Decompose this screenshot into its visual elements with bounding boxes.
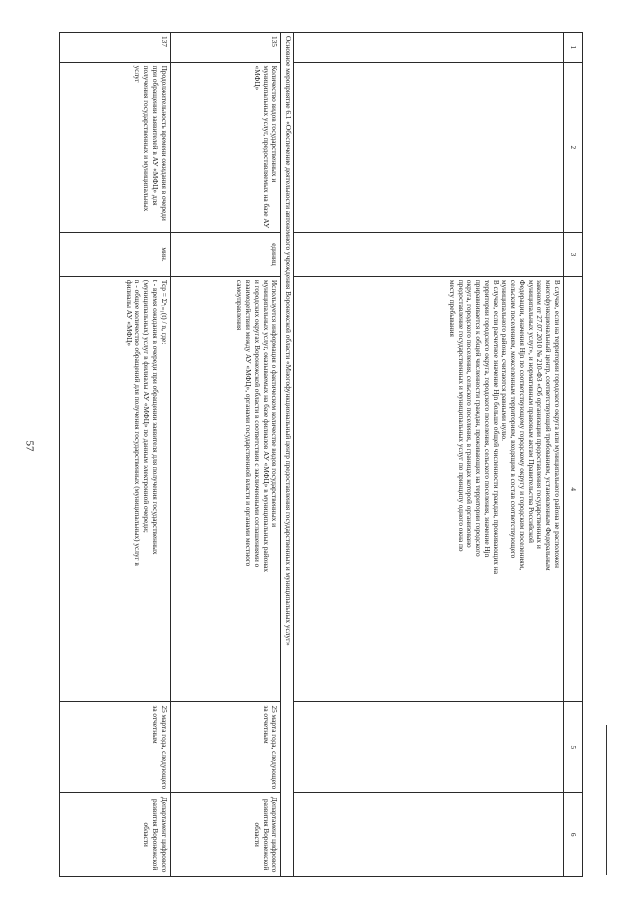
method-text [60, 276, 171, 702]
method-line: самоуправления [235, 279, 245, 331]
continuation-method-text [294, 276, 564, 702]
cell-empty [294, 62, 564, 232]
deadline: 25 марта года, следующего за отчетным [60, 702, 171, 793]
deadline: 25 марта года, следующего за отчетным [170, 702, 281, 793]
continuation-row [294, 33, 564, 877]
method-line: месту пребывания [448, 279, 457, 337]
unit: мин. [60, 233, 171, 277]
header-col-6: 6 [564, 793, 583, 877]
method-line: муниципальных услуг, оказываемых на базе филиалов АУ «МФЦ» в муниципальных районах [261, 279, 271, 573]
header-row [564, 33, 583, 877]
indicator-name: Количество видов государственных и муниципальных услуг, предоставляемых на базе АУ «МФЦ» [170, 62, 281, 232]
header-col-1: 1 [564, 33, 583, 63]
method-line: приравнивается к общей численности граждан, проживающих на территории городского [474, 279, 484, 557]
method-line: В случае, если расчетное значение Hjn больше общей численности граждан, проживающих на [491, 279, 501, 574]
section-row [281, 33, 294, 877]
header-col-5: 5 [564, 702, 583, 793]
method-line: филиалы АУ «МФЦ» [124, 279, 134, 347]
table-row [60, 33, 171, 877]
method-line: В случае, если на территории городского округа или муниципального района не расположен [553, 279, 562, 568]
method-line: территории городского округа, городского поселения, сельского поселения, значение Hjn [483, 279, 492, 558]
method-line: Используется информация о фактическом количестве видов государственных и [270, 279, 280, 527]
cell-empty [294, 793, 564, 877]
rotated-table-container [59, 32, 583, 877]
row-number: 135 [170, 33, 281, 63]
responsible: Департамент цифрового развития Воронежской области [170, 793, 281, 877]
method-line: t - время ожидания в очереди при обращении заявителя для получения государственных [150, 279, 160, 555]
method-line: предоставление государственных и муниципальных услуг по принципу одного окна по [456, 279, 466, 552]
header-col-2: 2 [564, 62, 583, 232]
method-line: законом от 27.07.2010 № 210-ФЗ «Об организации предоставления государственных и [535, 279, 545, 549]
method-line: (муниципальных) услуг в филиалы АУ «МФЦ» по данным электронной очереди; [142, 279, 152, 533]
table-row [170, 33, 281, 877]
section-title: Основное мероприятие 6.1 «Обеспечение деятельности автономного учреждения Воронежской области «Многофункциональный центр предоставления государственных и муниципальных услуг» [281, 33, 294, 877]
header-col-4: 4 [564, 276, 583, 702]
method-line: n - общее количество обращений для получения государственных (муниципальных) услуг в [133, 279, 143, 566]
footnote-divider [606, 725, 607, 875]
formula-line: Тср = Σⁿᵢ₌₁(t) / n, где: [159, 279, 169, 345]
method-line: и городских округах Воронежской области в соответствии с заключенными соглашениями о [252, 279, 262, 568]
row-number: 137 [60, 33, 171, 63]
method-text [170, 276, 281, 702]
method-line: Федерации, значения Hjn по соответствующему городскому округу и городским поселениям, [518, 279, 527, 571]
cell-empty [294, 702, 564, 793]
method-line: сельским поселениям, межселенным территориям, входящим в состав соответствующего [509, 279, 519, 559]
cell-empty [294, 233, 564, 277]
cell-empty [294, 33, 564, 63]
method-line: муниципального района, считаются равными нулю. [500, 279, 510, 441]
method-line: многофункциональный центр, соответствующий требованиям, установленным Федеральным [544, 279, 554, 571]
method-line: округа, городского поселения, сельского поселения, в границах которой организовано [465, 279, 475, 548]
indicators-table [59, 32, 583, 877]
method-line: муниципальных услуг», и нормативным правовым актам Правительства Российской [526, 279, 536, 543]
unit: единиц [170, 233, 281, 277]
method-line: взаимодействии между АУ «МФЦ», органами государственной власти и органами местного [244, 279, 254, 567]
responsible: Департамент цифрового развития Воронежской области [60, 793, 171, 877]
page-number: 57 [23, 440, 36, 452]
indicator-name: Продолжительность времени ожидания в очереди при обращении заявителей в АУ «МФЦ» для получения государственных и муниципальных услуг [60, 62, 171, 232]
header-col-3: 3 [564, 233, 583, 277]
